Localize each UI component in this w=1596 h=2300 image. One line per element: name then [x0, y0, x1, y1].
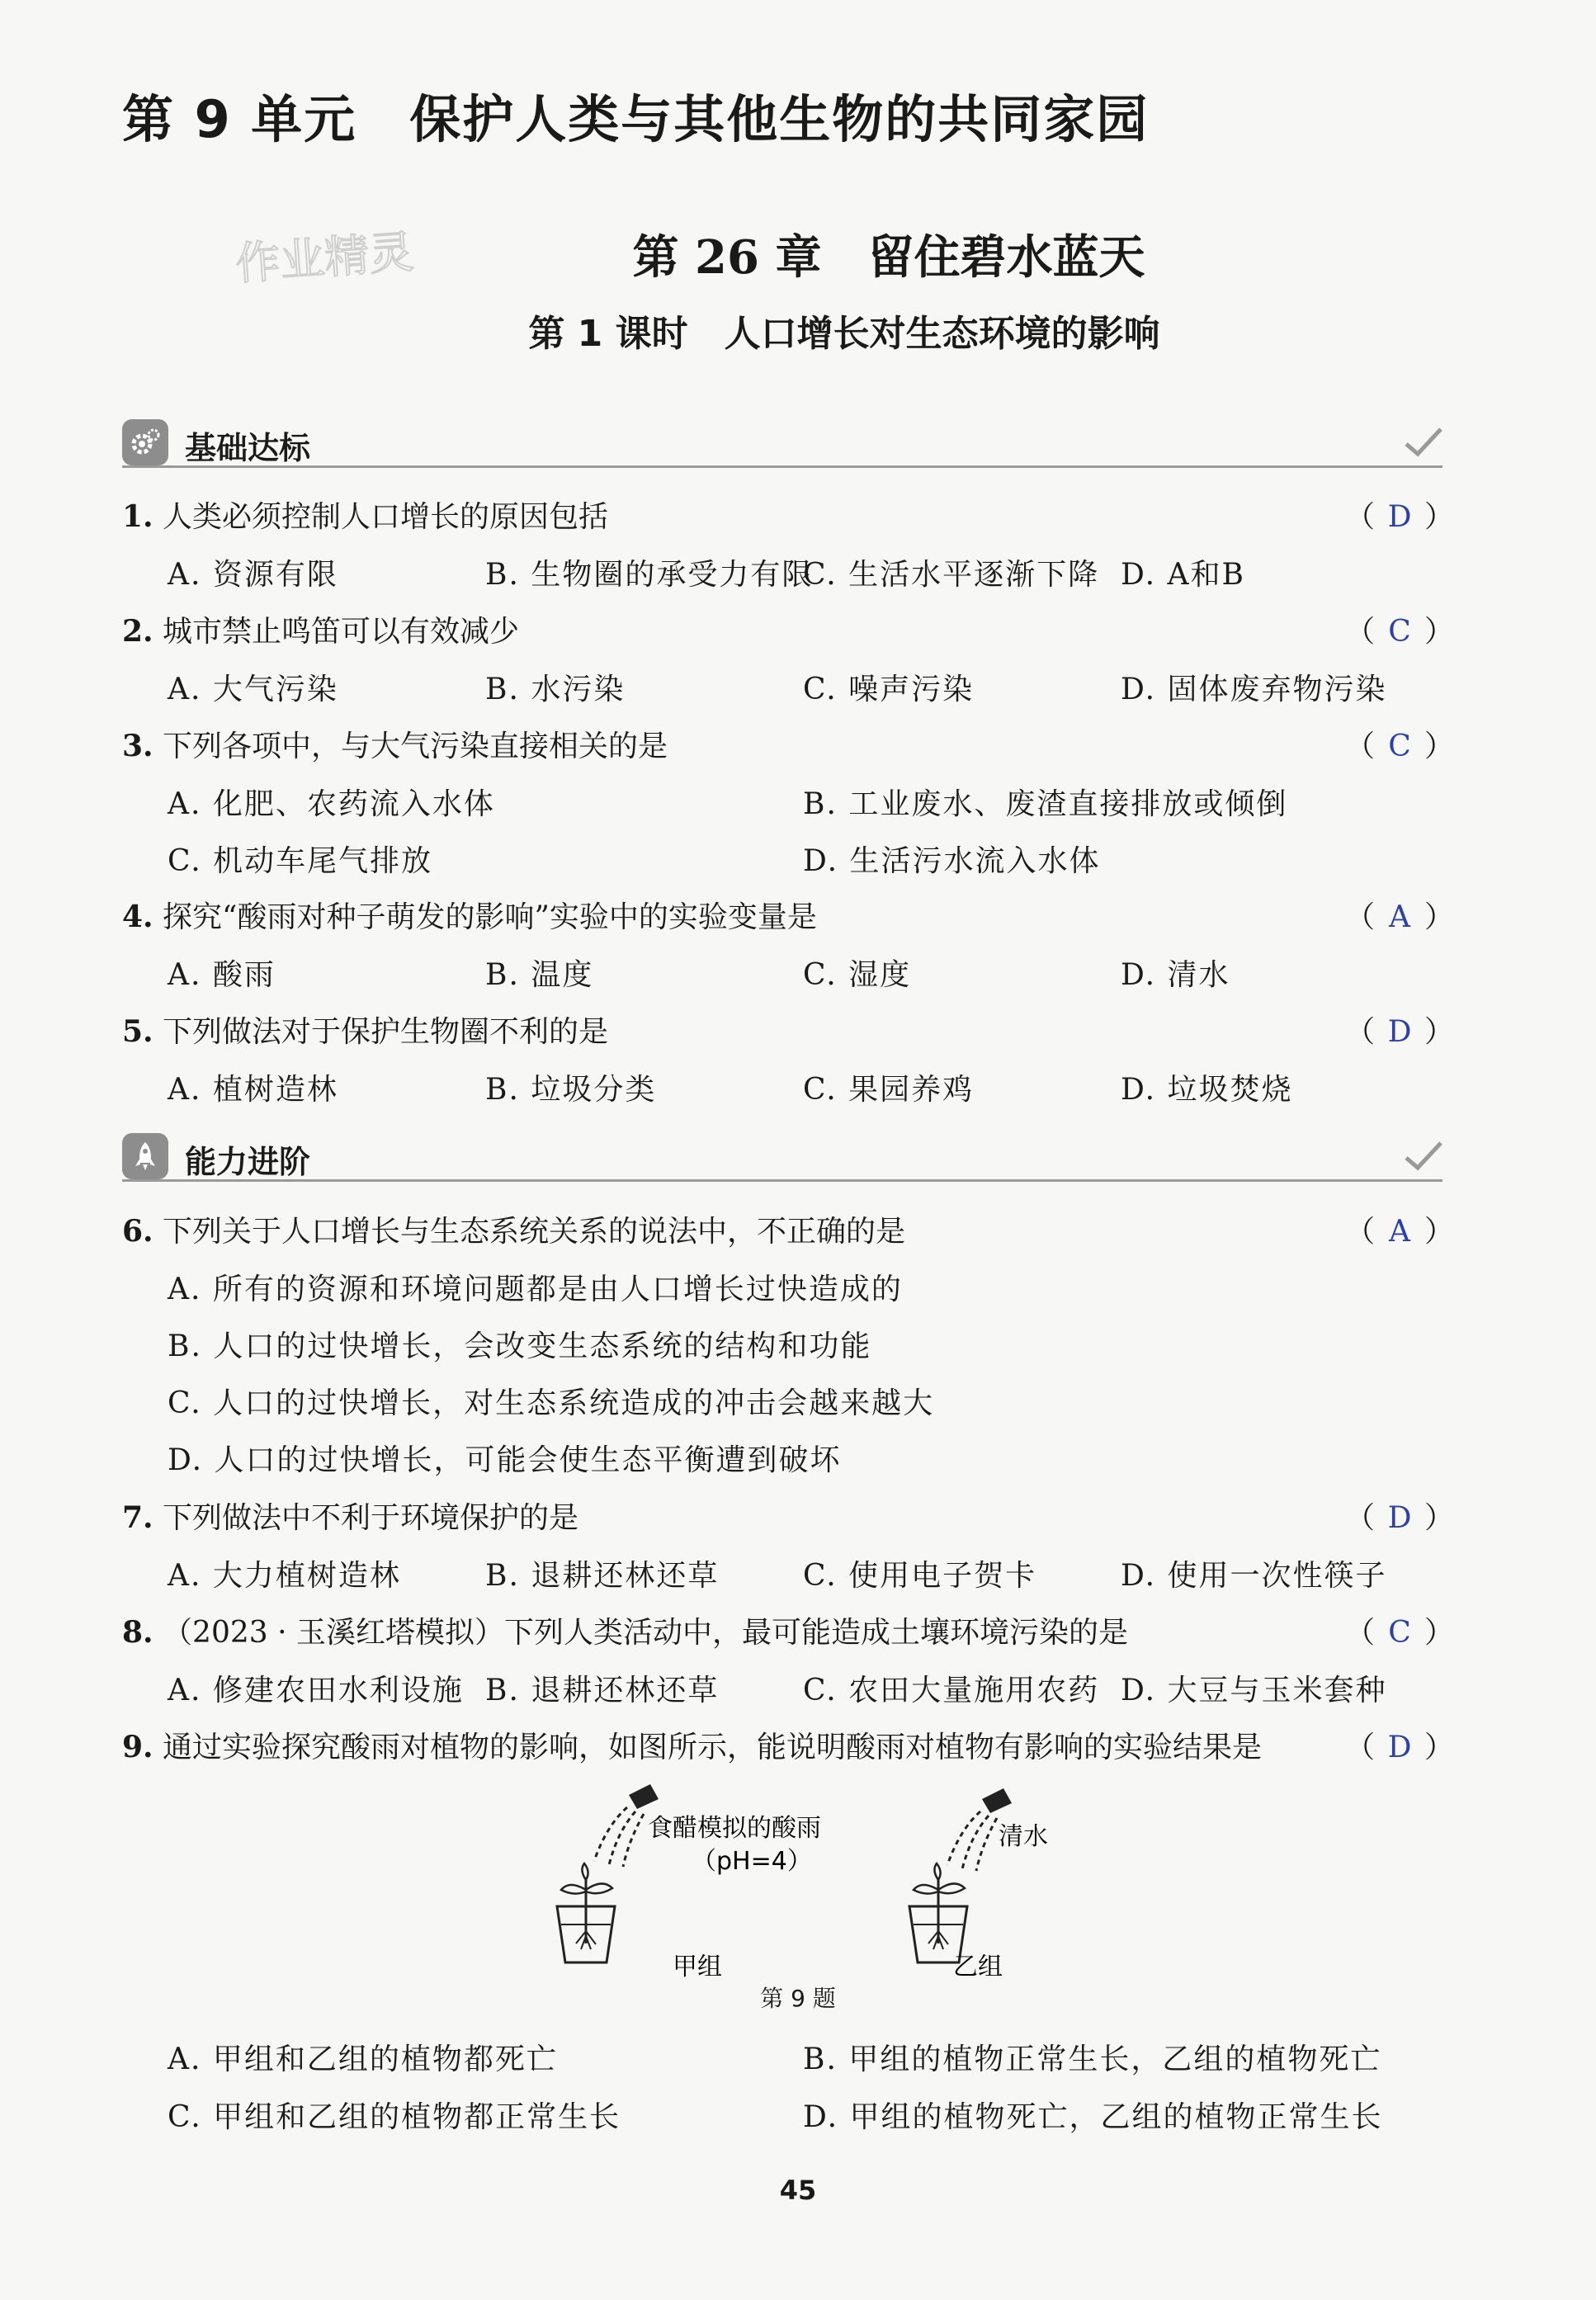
- question-stem: 探究“酸雨对种子萌发的影响”实验中的实验变量是: [163, 900, 817, 934]
- section-advanced: [122, 1133, 1443, 1184]
- page-number: 45: [779, 2175, 817, 2206]
- question-stem: 城市禁止鸣笛可以有效减少: [163, 615, 520, 649]
- section-basic: [122, 419, 1443, 470]
- figure-label-ph: （pH=4）: [692, 1847, 812, 1876]
- option: B. 温度: [485, 958, 594, 992]
- plant-pot-icon: [557, 1863, 615, 1962]
- option: C. 湿度: [803, 958, 912, 992]
- option: C. 机动车尾气排放: [168, 844, 433, 878]
- question-6: 6. 下列关于人口增长与生态系统关系的说法中，不正确的是: [122, 1214, 906, 1249]
- section-label: 能力进阶: [185, 1144, 311, 1180]
- answer-8: （ C ）: [1345, 1616, 1455, 1650]
- question-8: 8. （2023 · 玉溪红塔模拟）下列人类活动中，最可能造成土壤环境污染的是: [122, 1615, 1128, 1650]
- question-stem: （2023 · 玉溪红塔模拟）下列人类活动中，最可能造成土壤环境污染的是: [163, 1616, 1128, 1650]
- answer-5: （ D ）: [1345, 1015, 1455, 1049]
- question-1: 1. 人类必须控制人口增长的原因包括: [122, 499, 609, 534]
- option: A. 所有的资源和环境问题都是由人口增长过快造成的: [168, 1273, 903, 1306]
- option: C. 农田大量施用农药: [803, 1674, 1100, 1707]
- option: B. 甲组的植物正常生长，乙组的植物死亡: [803, 2043, 1382, 2076]
- checkmark-icon: [1403, 426, 1444, 459]
- question-stem: 下列做法对于保护生物圈不利的是: [163, 1015, 609, 1049]
- option: C. 生活水平逐渐下降: [803, 558, 1100, 592]
- figure-label-water: 清水: [999, 1822, 1048, 1851]
- option: B. 人口的过快增长，会改变生态系统的结构和功能: [168, 1329, 872, 1363]
- question-stem: 下列各项中，与大气污染直接相关的是: [163, 730, 668, 763]
- unit-title: 第 9 单元 保护人类与其他生物的共同家园: [122, 89, 1150, 149]
- question-7: 7. 下列做法中不利于环境保护的是: [122, 1500, 579, 1535]
- question-9: 9. 通过实验探究酸雨对植物的影响，如图所示，能说明酸雨对植物有影响的实验结果是: [122, 1730, 1263, 1764]
- watermark: 作业精灵: [234, 225, 416, 290]
- option: D. 清水: [1121, 958, 1230, 992]
- option: C. 甲组和乙组的植物都正常生长: [168, 2100, 621, 2134]
- section-label: 基础达标: [185, 430, 311, 466]
- option: A. 植树造林: [168, 1073, 338, 1107]
- question-2: 2. 城市禁止鸣笛可以有效减少: [122, 614, 520, 649]
- option: A. 修建农田水利设施: [168, 1674, 464, 1707]
- answer-9: （ D ）: [1345, 1731, 1455, 1764]
- question-stem: 通过实验探究酸雨对植物的影响，如图所示，能说明酸雨对植物有影响的实验结果是: [163, 1731, 1263, 1764]
- answer-6: （ A ）: [1345, 1215, 1455, 1249]
- answer-4: （ A ）: [1345, 900, 1455, 934]
- option: A. 化肥、农药流入水体: [168, 787, 495, 821]
- answer-3: （ C ）: [1345, 730, 1455, 763]
- figure-caption-text: 第 9 题: [760, 1985, 836, 2012]
- group-label-right: 乙组: [953, 1953, 1003, 1981]
- option: D. 人口的过快增长，可能会使生态平衡遭到破坏: [168, 1443, 842, 1477]
- chapter-title-text: 第 26 章 留住碧水蓝天: [632, 230, 1145, 285]
- answer-2: （ C ）: [1345, 615, 1455, 649]
- rocket-icon: [122, 1133, 168, 1179]
- question-4: 4. 探究“酸雨对种子萌发的影响”实验中的实验变量是: [122, 900, 817, 934]
- lesson-title: [0, 304, 1596, 357]
- answer-7: （ D ）: [1345, 1501, 1455, 1535]
- experiment-figure: [0, 1774, 1596, 1997]
- section-divider: [122, 1179, 1443, 1182]
- option: D. 生活污水流入水体: [803, 844, 1101, 878]
- question-3: 3. 下列各项中，与大气污染直接相关的是: [122, 729, 668, 763]
- question-stem: 下列关于人口增长与生态系统关系的说法中，不正确的是: [163, 1215, 906, 1249]
- option: A. 酸雨: [168, 958, 276, 992]
- option: B. 退耕还林还草: [485, 1674, 720, 1707]
- option: D. A和B: [1121, 558, 1245, 592]
- answer-1: （ D ）: [1345, 500, 1455, 534]
- option: D. 甲组的植物死亡，乙组的植物正常生长: [803, 2100, 1383, 2134]
- option: D. 大豆与玉米套种: [1121, 1674, 1387, 1707]
- option: B. 退耕还林还草: [485, 1559, 720, 1593]
- option: A. 大力植树造林: [168, 1559, 401, 1593]
- option: B. 垃圾分类: [485, 1073, 657, 1107]
- option: D. 使用一次性筷子: [1121, 1559, 1387, 1593]
- option: A. 甲组和乙组的植物都死亡: [168, 2043, 558, 2076]
- option: B. 工业废水、废渣直接排放或倾倒: [803, 787, 1288, 821]
- option: A. 大气污染: [168, 673, 338, 706]
- plant-pot-icon: [909, 1863, 967, 1962]
- option: C. 噪声污染: [803, 673, 975, 706]
- checkmark-icon: [1403, 1140, 1444, 1173]
- option: A. 资源有限: [168, 558, 338, 592]
- gear-icon: [122, 419, 168, 465]
- option: B. 水污染: [485, 673, 626, 706]
- option: B. 生物圈的承受力有限: [485, 558, 814, 592]
- section-divider: [122, 465, 1443, 468]
- option: C. 使用电子贺卡: [803, 1559, 1037, 1593]
- question-stem: 人类必须控制人口增长的原因包括: [163, 500, 609, 534]
- option: C. 果园养鸡: [803, 1073, 975, 1107]
- question-stem: 下列做法中不利于环境保护的是: [163, 1501, 579, 1535]
- figure-label-acid-rain: 食醋模拟的酸雨: [648, 1814, 821, 1843]
- question-5: 5. 下列做法对于保护生物圈不利的是: [122, 1014, 609, 1049]
- option: C. 人口的过快增长，对生态系统造成的冲击会越来越大: [168, 1386, 935, 1420]
- option: D. 固体废弃物污染: [1121, 673, 1387, 706]
- group-label-left: 甲组: [673, 1953, 722, 1981]
- option: D. 垃圾焚烧: [1121, 1073, 1293, 1107]
- chapter-title: [0, 221, 1596, 287]
- lesson-title-text: 第 1 课时 人口增长对生态环境的影响: [528, 313, 1160, 355]
